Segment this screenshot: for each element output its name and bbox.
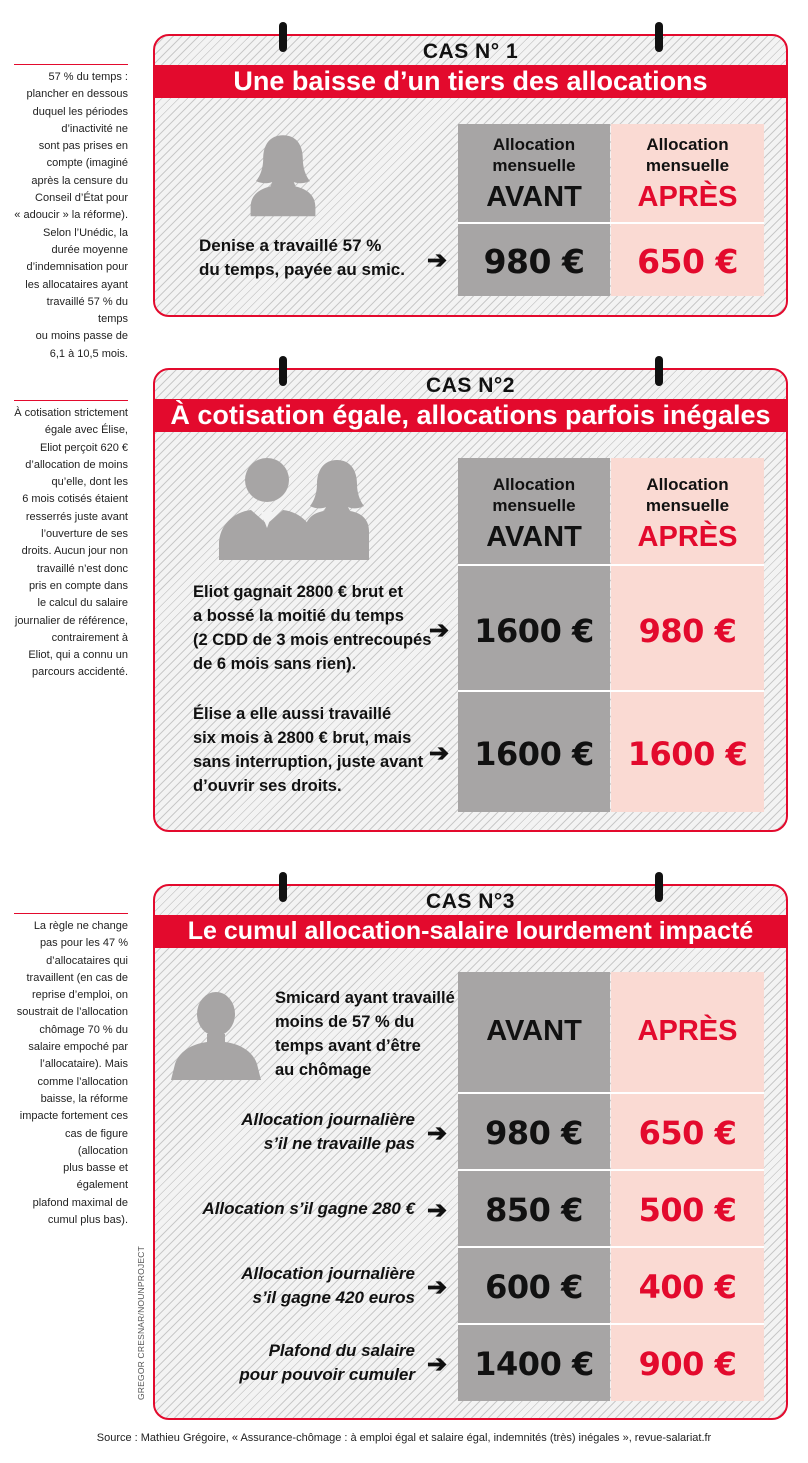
case-2-row-1-description: Eliot gagnait 2800 € brut et a bossé la moitié du temps (2 CDD de 3 mois entrecoupés de 6 mois sans rien). [193,583,432,673]
side-note-case-2: À cotisation strictement égale avec Élise, Eliot perçoit 620 € d’allocation de moins qu’elle, dont les 6 mois cotisés étaient resserrés juste avant l’ouverture de ses droits. Aucun jour non travaillé n’est donc pris en compte dans le calcul du salaire journalier de référence, contrairement à Eliot, qui a connu un parcours accidenté. [14,400,128,682]
side-note-case-1: 57 % du temps : plancher en dessous duquel les périodes d’inactivité ne sont pas prises en compte (imaginé après la censure du Conseil d’État pour « adoucir » la réforme). Selon l’Unédic, la durée moyenne d’indemnisation pour les allocataires ayant travaillé 57 % du temps ou moins passe de 6,1 à 10,5 mois. [14,64,128,363]
header-avant: AVANT [486,1015,582,1047]
case-3-intro: Smicard ayant travaillé moins de 57 % du temps avant d’être au chômage [275,989,455,1079]
source-line: Source : Mathieu Grégoire, « Assurance-chômage : à emploi égal et salaire égal, indemnités (très) inégales », revue-salariat.fr [96,1432,712,1444]
arrow-icon: ➔ [427,1274,448,1301]
arrow-icon: ➔ [427,1197,448,1224]
side-note-case-3: La règle ne change pas pour les 47 % d’allocataires qui travaillent (en cas de reprise d’emploi, on soustrait de l’allocation chômage 70 % du salaire empoché par l’allocataire). Mais comme l’allocation baisse, la réforme impacte fortement ces cas de figure (allocation plus basse et également plafond maximal de cumul plus bas). [14,913,128,1229]
case-3-row-1-description: Allocation journalière s’il ne travaille pas [241,1110,415,1153]
case-2-title: À cotisation égale, allocations parfois inégales [153,399,788,432]
case-3-row-1-value-apres: 650 € [638,1114,737,1152]
case-3-row-1-value-avant: 980 € [485,1114,583,1152]
case-2-card [153,368,788,832]
case-3-row-2-description: Allocation s’il gagne 280 € [202,1199,415,1218]
case-3-row-3-value-avant: 600 € [485,1268,583,1306]
woman-silhouette-icon [247,126,319,220]
case-1-value-apres: 650 € [637,242,738,281]
header-apres: Allocation mensuelle APRÈS [637,475,738,553]
case-2-row-2-value-avant: 1600 € [474,735,594,773]
case-1-card [153,34,788,317]
header-avant: Allocation mensuelle AVANT [486,135,582,213]
case-3-row-2-value-apres: 500 € [638,1191,737,1229]
case-1-label: CAS N° 1 [422,40,519,63]
row-divider [458,1246,764,1248]
case-3-row-4-value-apres: 900 € [638,1345,737,1383]
row-divider [458,1092,764,1094]
arrow-icon: ➔ [427,1120,448,1147]
row-divider [458,1323,764,1325]
case-1-row-description: Denise a travaillé 57 % du temps, payée au smic. [199,236,405,279]
man-silhouette-icon [171,988,261,1080]
case-2-row-1-value-avant: 1600 € [474,612,594,650]
case-3-row-2-value-avant: 850 € [485,1191,583,1229]
case-3-label: CAS N°3 [426,890,515,913]
row-divider [458,1169,764,1171]
case-3-row-3-description: Allocation journalière s’il gagne 420 euros [241,1264,415,1307]
case-2-row-2-description: Élise a elle aussi travaillé six mois à 2800 € brut, mais sans interruption, juste avant d’ouvrir ses droits. [193,705,424,795]
case-2-label: CAS N°2 [426,374,515,397]
man-and-woman-silhouette-icon [215,448,385,560]
case-1-value-avant: 980 € [483,242,585,281]
case-3-row-3-value-apres: 400 € [638,1268,737,1306]
case-3-row-4-description: Plafond du salaire pour pouvoir cumuler [239,1341,415,1384]
arrow-icon: ➔ [427,247,448,274]
case-3-card [153,884,788,1420]
row-divider [458,222,764,224]
case-3-row-4-value-avant: 1400 € [474,1345,594,1383]
case-2-row-1-value-apres: 980 € [638,612,737,650]
case-1-title: Une baisse d’un tiers des allocations [153,65,788,98]
row-divider [458,564,764,566]
row-divider [458,690,764,692]
case-3-title: Le cumul allocation-salaire lourdement impacté [153,915,788,948]
header-apres: APRÈS [637,1015,738,1047]
arrow-icon: ➔ [429,617,450,644]
case-2-row-2-value-apres: 1600 € [627,735,748,773]
image-credit: GREGOR CRESNAR/NOUNPROJECT [136,1246,146,1400]
arrow-icon: ➔ [427,1351,448,1378]
header-apres: Allocation mensuelle APRÈS [637,135,738,213]
header-avant: Allocation mensuelle AVANT [486,475,582,553]
arrow-icon: ➔ [429,740,450,767]
